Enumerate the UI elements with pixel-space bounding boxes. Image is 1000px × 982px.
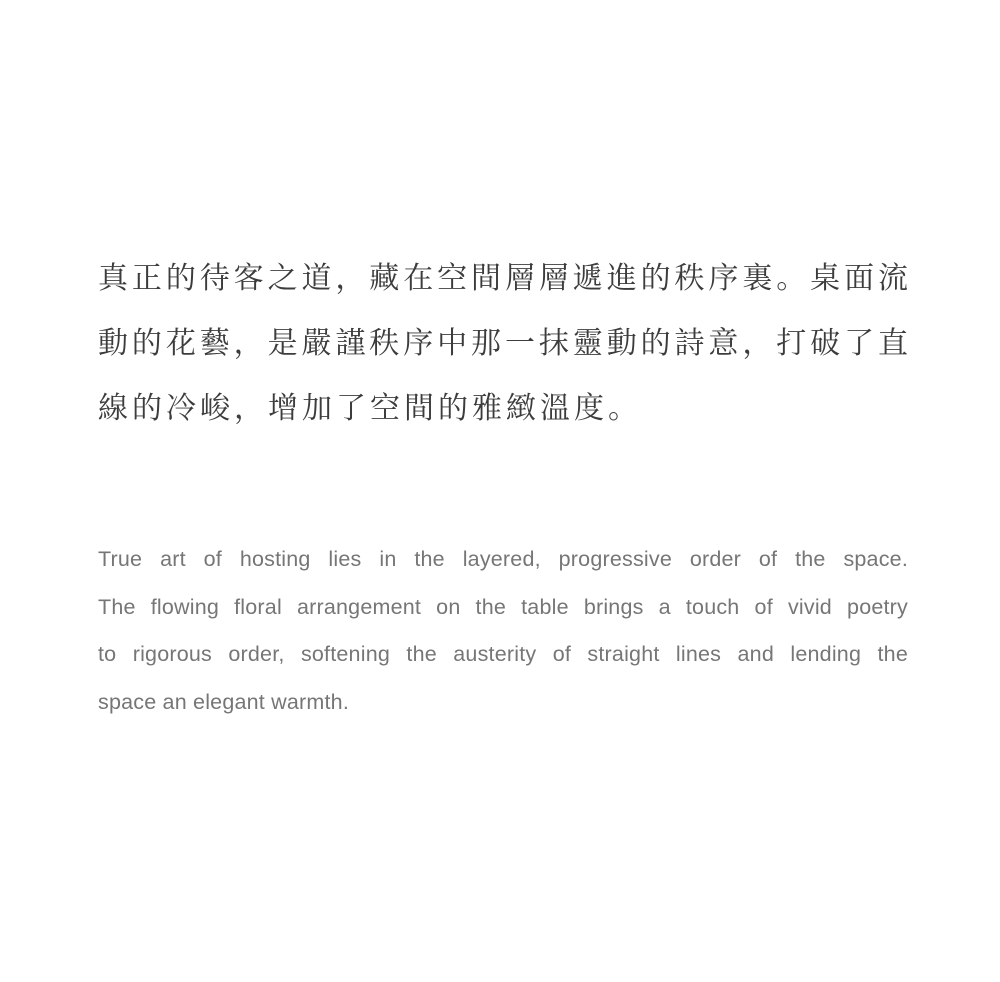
- english-paragraph-line-3: to rigorous order, softening the austerity of straight lines and lending the: [98, 642, 908, 666]
- english-paragraph: [98, 536, 908, 726]
- english-paragraph-line-4: space an elegant warmth.: [98, 689, 350, 714]
- chinese-paragraph-line-2: 動的花藝，是嚴謹秩序中那一抹靈動的詩意，打破了直: [98, 327, 908, 360]
- chinese-paragraph: [98, 246, 908, 441]
- english-paragraph-line-2: The flowing floral arrangement on the table brings a touch of vivid poetry: [98, 594, 908, 619]
- chinese-paragraph-line-1: 真正的待客之道，藏在空間層層遞進的秩序裏。桌面流: [98, 262, 908, 295]
- english-paragraph-line-1: True art of hosting lies in the layered, progressive order of the space.: [98, 547, 908, 571]
- chinese-paragraph-line-3: 線的冷峻，增加了空間的雅緻溫度。: [98, 392, 642, 425]
